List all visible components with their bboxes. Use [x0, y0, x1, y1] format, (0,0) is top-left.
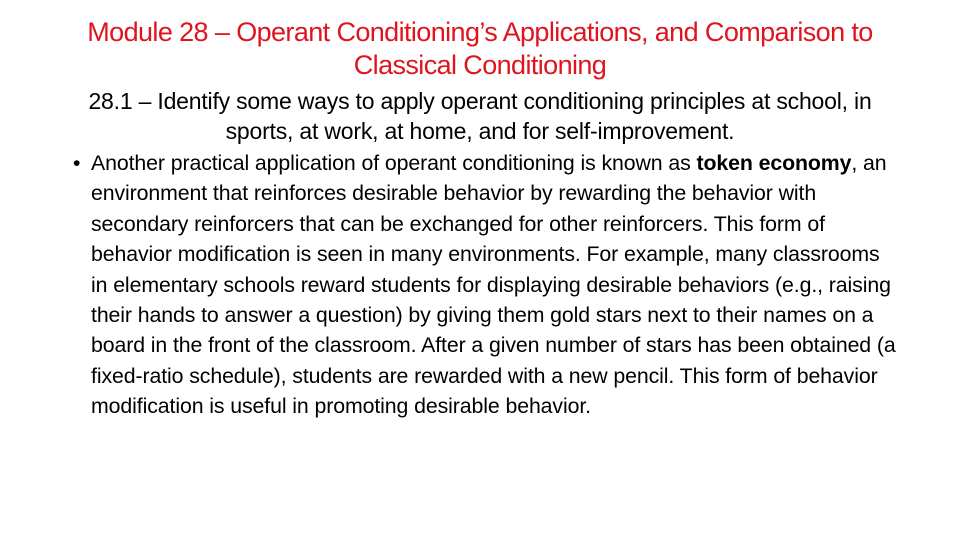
slide-title: Module 28 – Operant Conditioning’s Applications, and Comparison to Classical Conditioning — [87, 17, 873, 80]
bullet-item — [70, 148, 900, 422]
bullet-term: token economy — [696, 151, 852, 175]
bullet-marker: • — [73, 151, 81, 175]
bullet-list — [70, 148, 900, 422]
slide-subtitle: 28.1 – Identify some ways to apply operant conditioning principles at school, in sports, at work, at home, and for self-improvement. — [88, 88, 872, 144]
bullet-text-after: , an environment that reinforces desirable behavior by rewarding the behavior with secondary reinforcers that can be exchanged for other reinforcers. This form of behavior modification is seen in many environments. For example, many classrooms in elementary schools reward students for displaying desirable behaviors (e.g., raising their hands to answer a question) by giving them gold stars next to their names on a board in the front of the classroom. After a given number of stars has been obtained (a fixed-ratio schedule), students are rewarded with a new pencil. This form of behavior modification is useful in promoting desirable behavior. — [91, 151, 896, 419]
bullet-text-before: Another practical application of operant conditioning is known as — [91, 151, 697, 175]
